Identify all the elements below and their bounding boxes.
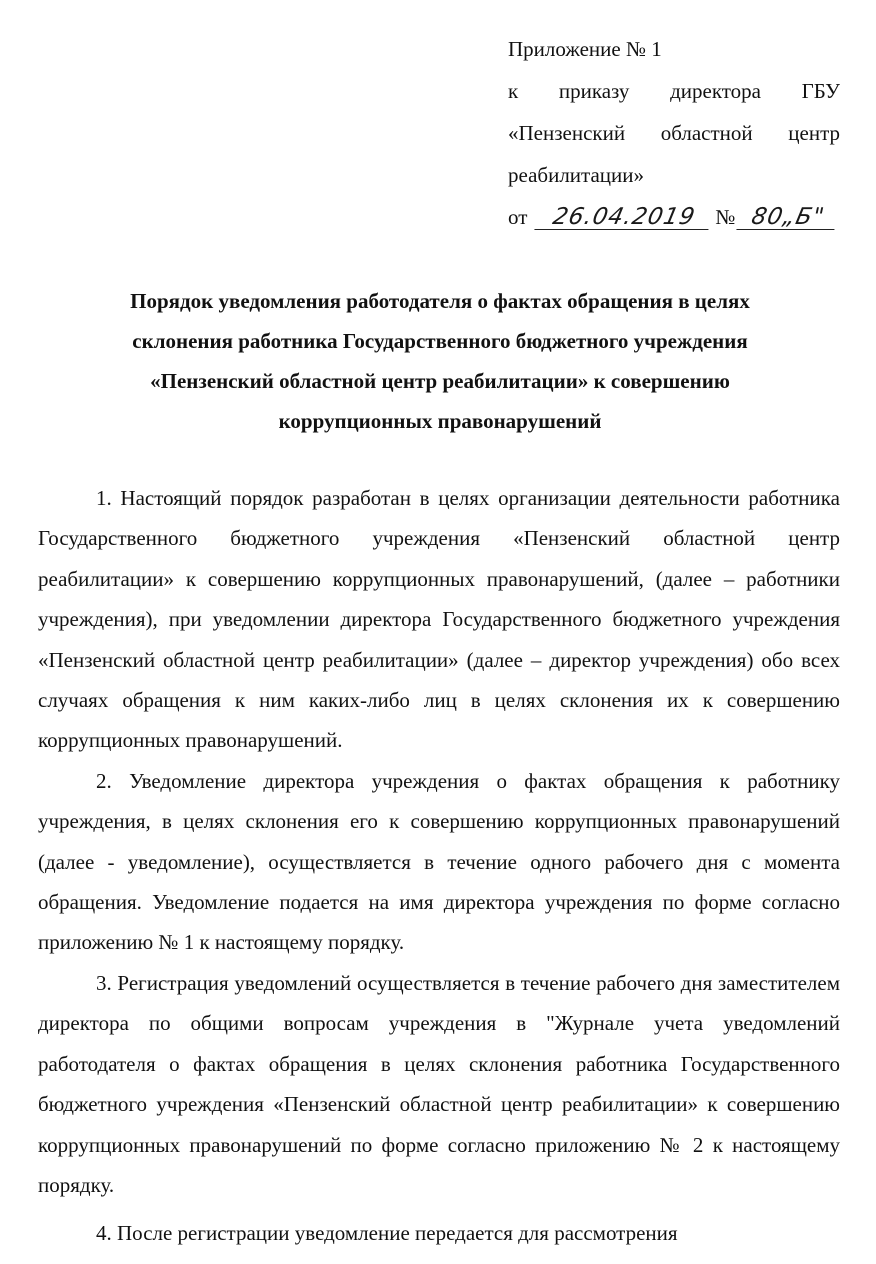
document-title: Порядок уведомления работодателя о фактах обращения в целях склонения работника Государственного бюджетного учреждения «Пензенский областной центр реабилитации» к совершению коррупционных правонарушений bbox=[130, 289, 750, 433]
appendix-number: Приложение № 1 bbox=[508, 37, 662, 61]
handwritten-order-number: 80„Б" bbox=[737, 205, 840, 230]
paragraph-2: 2. Уведомление директора учреждения о фактах обращения к работнику учреждения, в целях склонения его к совершению коррупционных правонарушений (далее - уведомление), осуществляется в течение одного рабочего дня с момента обращения. Уведомление подается на имя директора учреждения по форме согласно приложению № 1 к настоящему порядку. bbox=[38, 768, 840, 955]
organization-name: «Пензенский областной центр bbox=[508, 121, 840, 145]
order-date-row bbox=[508, 202, 840, 244]
appendix-header bbox=[508, 34, 840, 244]
number-label: № bbox=[715, 205, 736, 229]
paragraph-3: 3. Регистрация уведомлений осуществляется в течение рабочего дня заместителем директора по общими вопросам учреждения в "Журнале учета уведомлений работодателя о фактах обращения в целях склонения работника Государственного бюджетного учреждения «Пензенский областной центр реабилитации» к совершению коррупционных правонарушений по форме согласно приложению № 2 к настоящему порядку. bbox=[38, 970, 840, 1197]
from-label: от bbox=[508, 205, 528, 229]
order-reference: к приказу директора ГБУ bbox=[508, 79, 840, 103]
organization-name-cont: реабилитации» bbox=[508, 163, 645, 187]
document-body bbox=[38, 478, 840, 1254]
paragraph-1: 1. Настоящий порядок разработан в целях организации деятельности работника Государственного бюджетного учреждения «Пензенский областной центр реабилитации» к совершению коррупционных правонарушений, (далее – работники учреждения), при уведомлении директора Государственного бюджетного учреждения «Пензенский областной центр реабилитации» (далее – директор учреждения) обо всех случаях обращения к ним каких-либо лиц в целях склонения их к совершению коррупционных правонарушений. bbox=[38, 486, 840, 753]
handwritten-date: 26.04.2019 bbox=[535, 205, 714, 230]
paragraph-4: 4. После регистрации уведомление передается для рассмотрения bbox=[96, 1221, 678, 1246]
